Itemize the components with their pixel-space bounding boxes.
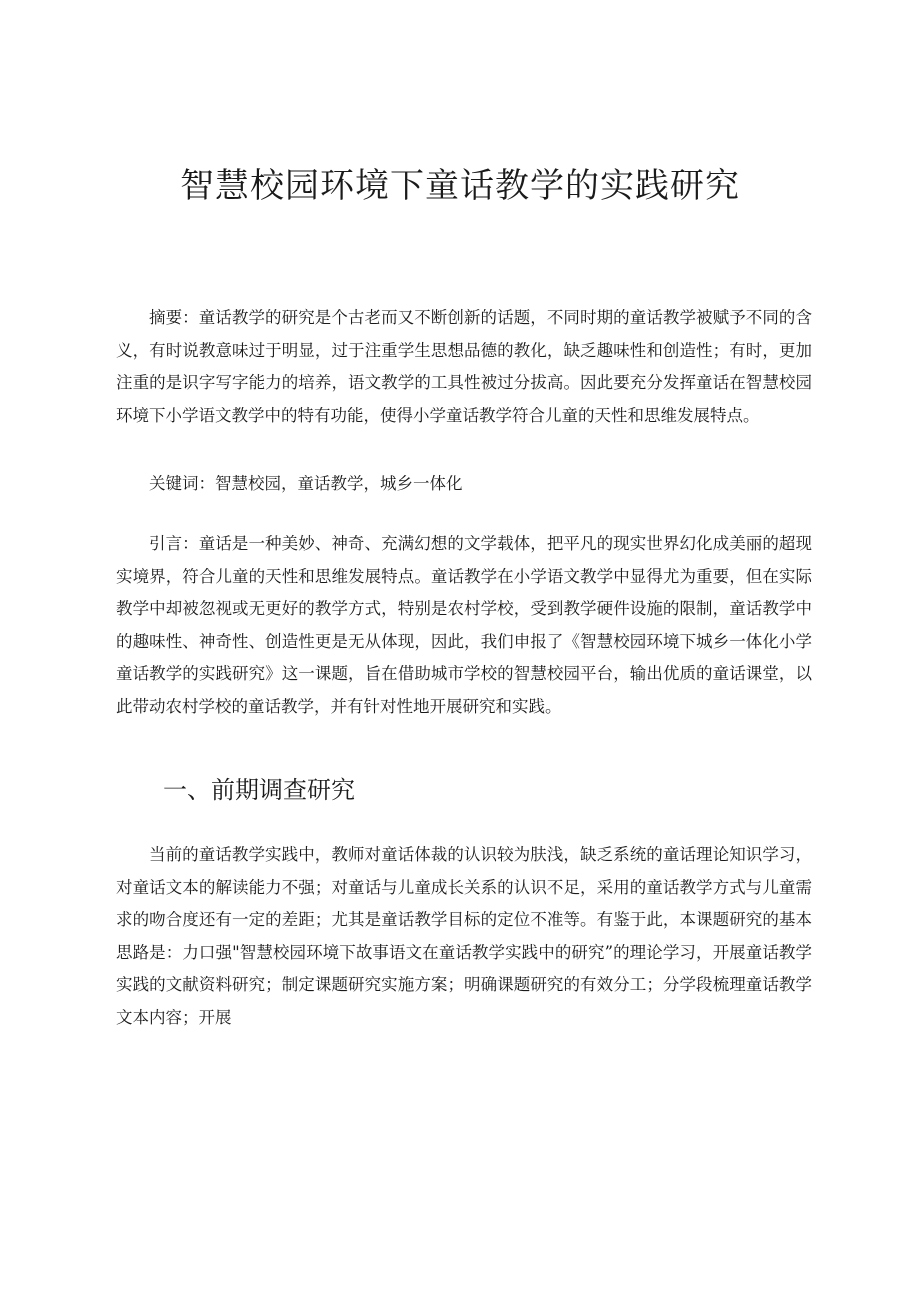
intro-paragraph: 引言：童话是一种美妙、神奇、充满幻想的文学载体，把平凡的现实世界幻化成美丽的超现实境界，符合儿童的天性和思维发展特点。童话教学在小学语文教学中显得尤为重要，但在实际教学中却被忽视或无更好的教学方式，特别是农村学校，受到教学硬件设施的限制，童话教学中的趣味性、神奇性、创造性更是无从体现，因此，我们申报了《智慧校园环境下城乡一体化小学童话教学的实践研究》这一课题，旨在借助城市学校的智慧校园平台，输出优质的童话课堂，以此带动农村学校的童话教学，并有针对性地开展研究和实践。 bbox=[116, 534, 812, 716]
section-heading-1: 一、前期调查研究 bbox=[163, 776, 355, 804]
document-title: 智慧校园环境下童话教学的实践研究 bbox=[180, 166, 740, 206]
section-1-body-paragraph: 当前的童话教学实践中，教师对童话体裁的认识较为肤浅，缺乏系统的童话理论知识学习，对童话文本的解读能力不强；对童话与儿童成长关系的认识不足，采用的童话教学方式与儿童需求的吻合度还有一定的差距；尤其是童话教学目标的定位不准等。有鉴于此，本课题研究的基本思路是：力口强"智慧校园环境下故事语文在童话教学实践中的研究”的理论学习，开展童话教学实践的文献资料研究；制定课题研究实施方案；明确课题研究的有效分工；分学段梳理童话教学文本内容；开展 bbox=[116, 845, 812, 1027]
keywords-paragraph: 关键词：智慧校园，童话教学，城乡一体化 bbox=[149, 474, 463, 493]
abstract-paragraph: 摘要：童话教学的研究是个古老而又不断创新的话题，不同时期的童话教学被赋予不同的含义，有时说教意味过于明显，过于注重学生思想品德的教化，缺乏趣味性和创造性；有时，更加注重的是识字写字能力的培养，语文教学的工具性被过分拔高。因此要充分发挥童话在智慧校园环境下小学语文教学中的特有功能，使得小学童话教学符合儿童的天性和思维发展特点。 bbox=[116, 308, 812, 425]
